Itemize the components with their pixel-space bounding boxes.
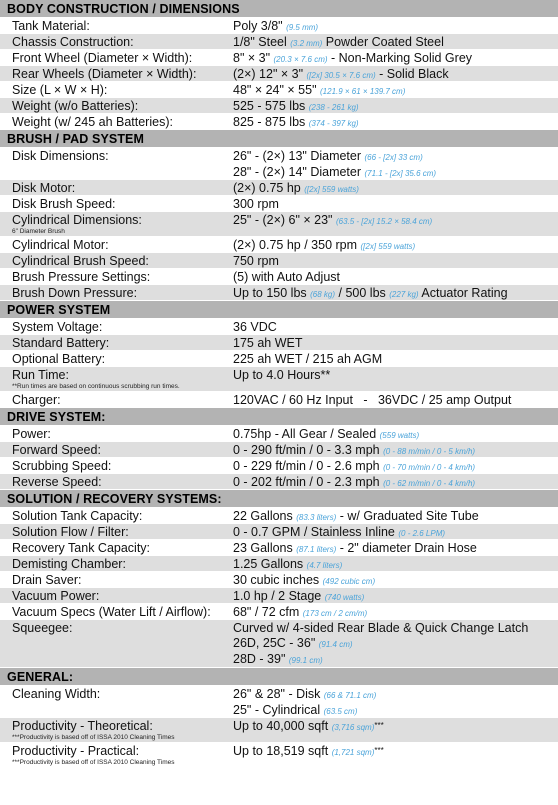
metric-conversion: (66 - [2x] 33 cm)	[364, 153, 423, 162]
spec-value-line	[233, 589, 558, 605]
metric-conversion: (0 - 70 m/min / 0 - 4 km/h)	[383, 463, 476, 472]
value-text: 68" / 72 cfm	[233, 605, 303, 619]
spec-value	[228, 588, 558, 603]
spec-value-line	[233, 320, 558, 335]
spec-label	[0, 114, 228, 129]
spec-label	[0, 474, 228, 489]
spec-label-text: Vacuum Specs (Water Lift / Airflow):	[12, 605, 211, 619]
spec-value-line	[233, 509, 558, 525]
section-header-brush-pad-system: BRUSH / PAD SYSTEM	[0, 130, 558, 148]
metric-conversion: ([2x] 30.5 × 7.6 cm)	[306, 71, 376, 80]
metric-conversion: (121.9 × 61 × 139.7 cm)	[320, 87, 406, 96]
spec-value-line	[233, 149, 558, 165]
spec-row	[0, 508, 558, 524]
spec-value-line	[233, 703, 558, 719]
spec-value	[228, 524, 558, 539]
value-text: Curved w/ 4-sided Rear Blade & Quick Change Latch	[233, 621, 529, 635]
spec-row	[0, 588, 558, 604]
spec-value-line	[233, 459, 558, 475]
spec-label	[0, 285, 228, 300]
spec-row	[0, 458, 558, 474]
spec-value-line	[233, 254, 558, 269]
metric-conversion: (20.3 × 7.6 cm)	[273, 55, 328, 64]
value-text: Poly 3/8"	[233, 19, 287, 33]
spec-value-line	[233, 652, 558, 668]
spec-value-line	[233, 557, 558, 573]
spec-label	[0, 180, 228, 195]
spec-row	[0, 718, 558, 743]
spec-label	[0, 524, 228, 539]
spec-label	[0, 50, 228, 65]
spec-label-text: Drain Saver:	[12, 573, 82, 587]
spec-label-text: Cylindrical Brush Speed:	[12, 254, 149, 268]
spec-value-line	[233, 475, 558, 491]
spec-row	[0, 743, 558, 768]
spec-row	[0, 367, 558, 392]
metric-conversion: (4.7 liters)	[306, 561, 343, 570]
spec-label-text: Size (L × W × H):	[12, 83, 108, 97]
spec-value-line	[233, 286, 558, 302]
metric-conversion: ([2x] 559 watts)	[360, 242, 416, 251]
value-text: 1/8" Steel	[233, 35, 291, 49]
spec-label	[0, 269, 228, 284]
spec-label	[0, 458, 228, 473]
spec-value	[228, 442, 558, 457]
spec-row	[0, 604, 558, 620]
spec-value-line	[233, 51, 558, 67]
spec-value-line	[233, 115, 558, 131]
value-text: 25" - Cylindrical	[233, 703, 324, 717]
spec-value-line	[233, 393, 558, 408]
spec-value-line	[233, 238, 558, 254]
spec-value-line	[233, 336, 558, 351]
spec-label	[0, 572, 228, 587]
spec-label	[0, 351, 228, 366]
spec-row	[0, 253, 558, 269]
spec-label	[0, 237, 228, 252]
metric-conversion: (227 kg)	[389, 290, 419, 299]
spec-value-line	[233, 270, 558, 285]
section-header-drive-system: DRIVE SYSTEM:	[0, 408, 558, 426]
value-text: - w/ Graduated Site Tube	[336, 509, 479, 523]
spec-label	[0, 196, 228, 211]
spec-row	[0, 392, 558, 408]
spec-label-text: Standard Battery:	[12, 336, 110, 350]
spec-row	[0, 82, 558, 98]
spec-label-text: Forward Speed:	[12, 443, 101, 457]
spec-value	[228, 474, 558, 489]
spec-value	[228, 540, 558, 555]
value-text: 1.0 hp / 2 Stage	[233, 589, 325, 603]
spec-value	[228, 556, 558, 571]
spec-label-text: Run Time:	[12, 368, 69, 382]
spec-value-line	[233, 67, 558, 83]
value-text: Up to 18,519 sqft	[233, 744, 332, 758]
metric-conversion: (63.5 cm)	[323, 707, 358, 716]
spec-value-line	[233, 636, 558, 652]
spec-value-line	[233, 744, 558, 760]
metric-conversion: (1,721 sqm)	[331, 748, 375, 757]
spec-value-line	[233, 181, 558, 197]
value-text: Up to 150 lbs	[233, 286, 311, 300]
spec-label	[0, 426, 228, 441]
spec-label	[0, 335, 228, 350]
spec-row	[0, 319, 558, 335]
section-header-power-system: POWER SYSTEM	[0, 301, 558, 319]
spec-value	[228, 319, 558, 334]
value-text: 26" - (2×) 13" Diameter	[233, 149, 365, 163]
spec-value	[228, 34, 558, 49]
spec-value	[228, 66, 558, 81]
spec-label	[0, 540, 228, 555]
footnote-marker: ***	[374, 721, 384, 730]
value-text: 28" - (2×) 14" Diameter	[233, 165, 365, 179]
metric-conversion: (492 cubic cm)	[322, 577, 376, 586]
spec-row	[0, 572, 558, 588]
value-text: 175 ah WET	[233, 336, 303, 350]
metric-conversion: (66 & 71.1 cm)	[323, 691, 377, 700]
spec-value	[228, 458, 558, 473]
spec-footnote: **Run times are based on continuous scrubbing run times.	[12, 383, 180, 390]
spec-row	[0, 34, 558, 50]
spec-row	[0, 98, 558, 114]
spec-row	[0, 269, 558, 285]
spec-label-text: Cleaning Width:	[12, 687, 101, 701]
spec-label-text: Rear Wheels (Diameter × Width):	[12, 67, 197, 81]
spec-label-text: Weight (w/o Batteries):	[12, 99, 139, 113]
spec-label-text: Scrubbing Speed:	[12, 459, 112, 473]
spec-label-text: Solution Flow / Filter:	[12, 525, 129, 539]
metric-conversion: (99.1 cm)	[288, 656, 323, 665]
value-text: 0 - 0.7 GPM / Stainless Inline	[233, 525, 399, 539]
spec-label-text: Solution Tank Capacity:	[12, 509, 143, 523]
spec-value	[228, 392, 558, 407]
spec-label-text: Disk Motor:	[12, 181, 76, 195]
spec-label	[0, 319, 228, 334]
value-text: 36 VDC	[233, 320, 277, 334]
metric-conversion: (71.1 - [2x] 35.6 cm)	[364, 169, 437, 178]
spec-value-line	[233, 719, 558, 735]
spec-row	[0, 524, 558, 540]
spec-value-line	[233, 35, 558, 51]
spec-value-line	[233, 525, 558, 541]
metric-conversion: (238 - 261 kg)	[308, 103, 359, 112]
spec-label-text: Productivity - Practical:	[12, 744, 140, 758]
spec-label	[0, 367, 228, 391]
spec-row	[0, 50, 558, 66]
spec-row	[0, 285, 558, 301]
spec-value-line	[233, 541, 558, 557]
spec-value	[228, 367, 558, 391]
spec-row	[0, 620, 558, 668]
spec-label-text: Disk Dimensions:	[12, 149, 109, 163]
value-text: - 2" diameter Drain Hose	[336, 541, 477, 555]
spec-value-line	[233, 352, 558, 367]
value-text: 0.75hp - All Gear / Sealed	[233, 427, 380, 441]
spec-label	[0, 718, 228, 742]
metric-conversion: (0 - 62 m/min / 0 - 4 km/h)	[383, 479, 476, 488]
spec-value	[228, 718, 558, 742]
value-text: 120VAC / 60 Hz Input - 36VDC / 25 amp Output	[233, 393, 512, 407]
value-text: 23 Gallons	[233, 541, 297, 555]
spec-label	[0, 743, 228, 767]
spec-label-text: Brush Down Pressure:	[12, 286, 138, 300]
spec-value	[228, 212, 558, 236]
spec-label-text: Squeegee:	[12, 621, 73, 635]
spec-value-line	[233, 621, 558, 636]
value-text: 30 cubic inches	[233, 573, 323, 587]
metric-conversion: (9.5 mm)	[286, 23, 319, 32]
metric-conversion: (0 - 2.6 LPM)	[398, 529, 446, 538]
spec-label	[0, 82, 228, 97]
spec-value	[228, 335, 558, 350]
spec-value	[228, 98, 558, 113]
spec-label-text: Disk Brush Speed:	[12, 197, 116, 211]
spec-label	[0, 66, 228, 81]
spec-label	[0, 588, 228, 603]
value-text: 28D - 39"	[233, 652, 289, 666]
spec-label-text: Cylindrical Motor:	[12, 238, 109, 252]
spec-value	[228, 269, 558, 284]
spec-label	[0, 508, 228, 523]
value-text: 48" × 24" × 55"	[233, 83, 320, 97]
spec-row	[0, 148, 558, 180]
value-text: - Non-Marking Solid Grey	[327, 51, 473, 65]
spec-row	[0, 351, 558, 367]
spec-label	[0, 556, 228, 571]
spec-value	[228, 572, 558, 587]
spec-label-text: Power:	[12, 427, 51, 441]
metric-conversion: (63.5 - [2x] 15.2 × 58.4 cm)	[335, 217, 433, 226]
spec-value	[228, 196, 558, 211]
value-text: 0 - 229 ft/min / 0 - 2.6 mph	[233, 459, 384, 473]
spec-label-text: Brush Pressure Settings:	[12, 270, 151, 284]
spec-value	[228, 18, 558, 33]
spec-row	[0, 212, 558, 237]
spec-label	[0, 18, 228, 33]
spec-value	[228, 351, 558, 366]
spec-label-text: Charger:	[12, 393, 61, 407]
footnote-marker: ***	[374, 746, 384, 755]
metric-conversion: (173 cm / 2 cm/m)	[302, 609, 368, 618]
spec-row	[0, 196, 558, 212]
value-text: 0 - 202 ft/min / 0 - 2.3 mph	[233, 475, 384, 489]
value-text: Powder Coated Steel	[322, 35, 444, 49]
spec-label	[0, 98, 228, 113]
value-text: (2×) 0.75 hp / 350 rpm	[233, 238, 361, 252]
section-header-solution-recovery-systems: SOLUTION / RECOVERY SYSTEMS:	[0, 490, 558, 508]
spec-value	[228, 686, 558, 717]
spec-value-line	[233, 368, 558, 383]
spec-value-line	[233, 83, 558, 99]
spec-row	[0, 442, 558, 458]
metric-conversion: (83.3 liters)	[296, 513, 337, 522]
spec-label-text: Reverse Speed:	[12, 475, 102, 489]
value-text: 525 - 575 lbs	[233, 99, 309, 113]
spec-value	[228, 743, 558, 767]
spec-value	[228, 82, 558, 97]
spec-row	[0, 686, 558, 718]
section-header-general: GENERAL:	[0, 668, 558, 686]
value-text: 825 - 875 lbs	[233, 115, 309, 129]
spec-label-text: Cylindrical Dimensions:	[12, 213, 142, 227]
spec-label-text: Demisting Chamber:	[12, 557, 126, 571]
metric-conversion: (0 - 88 m/min / 0 - 5 km/h)	[383, 447, 476, 456]
metric-conversion: (559 watts)	[379, 431, 420, 440]
metric-conversion: (3,716 sqm)	[331, 723, 375, 732]
spec-label-text: Tank Material:	[12, 19, 90, 33]
spec-row	[0, 474, 558, 490]
value-text: 25" - (2×) 6" × 23"	[233, 213, 336, 227]
spec-value	[228, 180, 558, 195]
spec-value	[228, 426, 558, 441]
spec-label-text: Front Wheel (Diameter × Width):	[12, 51, 193, 65]
spec-value-line	[233, 687, 558, 703]
spec-value	[228, 620, 558, 667]
spec-row	[0, 180, 558, 196]
spec-label-text: Productivity - Theoretical:	[12, 719, 153, 733]
spec-value-line	[233, 443, 558, 459]
spec-label	[0, 148, 228, 179]
metric-conversion: ([2x] 559 watts)	[304, 185, 359, 194]
spec-value	[228, 148, 558, 179]
spec-value	[228, 508, 558, 523]
value-text: Up to 40,000 sqft	[233, 719, 332, 733]
spec-label	[0, 34, 228, 49]
spec-value	[228, 50, 558, 65]
spec-row	[0, 556, 558, 572]
value-text: / 500 lbs	[335, 286, 390, 300]
value-text: (2×) 12" × 3"	[233, 67, 307, 81]
spec-value-line	[233, 213, 558, 229]
value-text: 0 - 290 ft/min / 0 - 3.3 mph	[233, 443, 384, 457]
spec-value-line	[233, 165, 558, 181]
section-header-body-construction-dimensions: BODY CONSTRUCTION / DIMENSIONS	[0, 0, 558, 18]
spec-label	[0, 392, 228, 407]
spec-value-line	[233, 427, 558, 443]
value-text: (5) with Auto Adjust	[233, 270, 341, 284]
spec-label	[0, 686, 228, 717]
spec-label-text: Vacuum Power:	[12, 589, 100, 603]
metric-conversion: (91.4 cm)	[318, 640, 353, 649]
spec-value-line	[233, 197, 558, 212]
spec-value-line	[233, 19, 558, 35]
value-text: 300 rpm	[233, 197, 279, 211]
spec-label	[0, 620, 228, 667]
spec-row	[0, 18, 558, 34]
value-text: - Solid Black	[375, 67, 449, 81]
spec-label	[0, 253, 228, 268]
spec-label	[0, 442, 228, 457]
value-text: 8" × 3"	[233, 51, 274, 65]
value-text: Up to 4.0 Hours**	[233, 368, 331, 382]
spec-value-line	[233, 573, 558, 589]
spec-label-text: Optional Battery:	[12, 352, 106, 366]
spec-label	[0, 604, 228, 619]
spec-row	[0, 66, 558, 82]
spec-footnote: ***Productivity is based off of ISSA 2010 Cleaning Times	[12, 759, 175, 766]
spec-value	[228, 285, 558, 300]
value-text: 26D, 25C - 36"	[233, 636, 319, 650]
metric-conversion: (68 kg)	[310, 290, 336, 299]
spec-row	[0, 114, 558, 130]
metric-conversion: (374 - 397 kg)	[308, 119, 359, 128]
spec-footnote: ***Productivity is based off of ISSA 2010 Cleaning Times	[12, 734, 175, 741]
metric-conversion: (740 watts)	[324, 593, 365, 602]
spec-label-text: Chassis Construction:	[12, 35, 134, 49]
value-text: 225 ah WET / 215 ah AGM	[233, 352, 383, 366]
spec-label-text: Weight (w/ 245 ah Batteries):	[12, 115, 173, 129]
spec-value	[228, 237, 558, 252]
spec-value-line	[233, 605, 558, 621]
spec-row	[0, 335, 558, 351]
spec-value	[228, 114, 558, 129]
spec-value-line	[233, 99, 558, 115]
spec-label	[0, 212, 228, 236]
spec-row	[0, 540, 558, 556]
spec-label-text: System Voltage:	[12, 320, 103, 334]
spec-value	[228, 253, 558, 268]
value-text: 22 Gallons	[233, 509, 297, 523]
spec-footnote: 6" Diameter Brush	[12, 228, 65, 235]
metric-conversion: (3.2 mm)	[290, 39, 323, 48]
value-text: (2×) 0.75 hp	[233, 181, 305, 195]
value-text: 750 rpm	[233, 254, 279, 268]
spec-row	[0, 426, 558, 442]
spec-row	[0, 237, 558, 253]
spec-label-text: Recovery Tank Capacity:	[12, 541, 151, 555]
metric-conversion: (87.1 liters)	[296, 545, 337, 554]
spec-value	[228, 604, 558, 619]
value-text: 26" & 28" - Disk	[233, 687, 324, 701]
value-text: Actuator Rating	[418, 286, 508, 300]
value-text: 1.25 Gallons	[233, 557, 307, 571]
